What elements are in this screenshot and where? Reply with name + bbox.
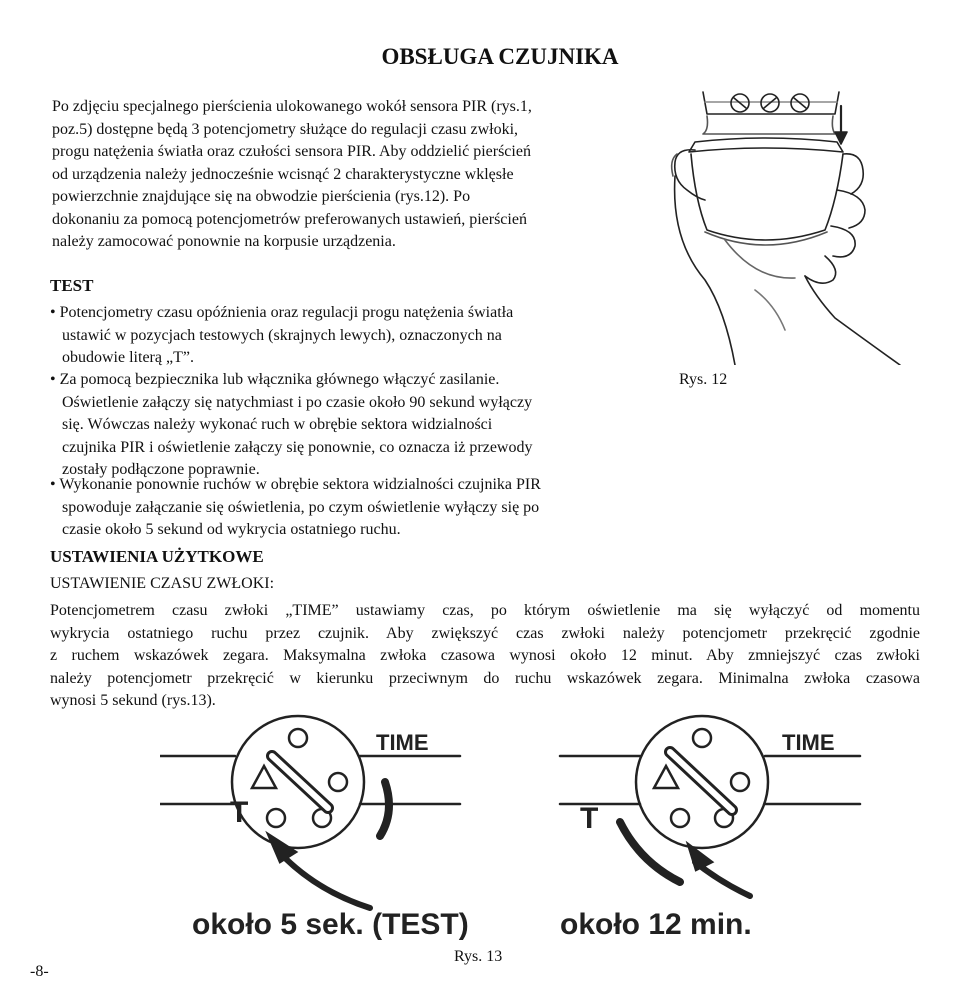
intro-line: dokonaniu za pomocą potencjometrów preferowanych ustawień, pierścień xyxy=(52,210,527,228)
test-heading: TEST xyxy=(50,276,94,295)
bullet-line: obudowie literą „T”. xyxy=(62,349,194,366)
intro-line: należy zamocować ponownie na korpusie urządzenia. xyxy=(52,233,396,250)
time-setting-heading: USTAWIENIE CZASU ZWŁOKI: xyxy=(50,575,275,592)
paragraph-line: wynosi 5 sekund (rys.13). xyxy=(50,692,216,709)
intro-line: progu natężenia światła oraz czułości sensora PIR. Aby oddzielić pierścień xyxy=(52,143,531,160)
figure-13-caption: Rys. 13 xyxy=(454,948,503,965)
bullet-line: czasie około 5 sekund od wykrycia ostatniego ruchu. xyxy=(62,521,401,538)
page-title: OBSŁUGA CZUJNIKA xyxy=(381,44,619,69)
paragraph-line: wykrycia ostatniego ruchu przez czujnik. Aby zwiększyć czas zwłoki należy potencjometr przekręcić zgodnie xyxy=(50,624,920,642)
figure-12-hand-ring xyxy=(665,90,955,365)
paragraph-line: z ruchem wskazówek zegara. Maksymalna zwłoka czasowa wynosi około 12 minut. Aby zmniejszyć czas zwłoki xyxy=(50,647,920,664)
intro-line: poz.5) dostępne będą 3 potencjometry służące do regulacji czasu zwłoki, xyxy=(52,120,519,138)
bullet-line: czujnika PIR i oświetlenie załączy się ponownie, co oznacza iż przewody xyxy=(62,438,533,456)
settings-heading: USTAWIENIA UŻYTKOWE xyxy=(50,547,264,566)
figure-12-caption: Rys. 12 xyxy=(679,371,728,388)
dial-left-t-label: T xyxy=(230,796,249,829)
dial-left-arrow-icon xyxy=(268,834,296,862)
intro-line: powierzchnie znajdujące się na obwodzie pierścienia (rys.12). Po xyxy=(52,188,471,205)
time-setting-paragraph xyxy=(50,600,920,713)
bullet-line: • Za pomocą bezpiecznika lub włącznika głównego włączyć zasilanie. xyxy=(50,371,500,388)
paragraph-line: Potencjometrem czasu zwłoki „TIME” ustawiamy czas, po którym oświetlenie ma się wyłączyć od momentu xyxy=(50,602,920,619)
intro-line: od urządzenia należy jednocześnie wcisnąć 2 charakterystyczne wklęsłe xyxy=(52,165,514,183)
bullet-line: • Potencjometry czasu opóźnienia oraz regulacji progu natężenia światła xyxy=(50,304,514,321)
dial-right xyxy=(560,716,860,941)
bullet-line: spowoduje załączanie się oświetlenia, po czym oświetlenie wyłączy się po xyxy=(62,498,540,516)
intro-line: Po zdjęciu specjalnego pierścienia ulokowanego wokół sensora PIR (rys.1, xyxy=(52,98,532,115)
paragraph-line: należy potencjometr przekręcić w kierunku przeciwnym do ruchu wskazówek zegara. Minimalna zwłoka czasowa xyxy=(50,669,920,687)
dial-right-t-label: T xyxy=(580,802,599,835)
dial-right-time-label: TIME xyxy=(782,730,835,755)
figure-13-dials xyxy=(160,712,960,952)
test-bullet xyxy=(50,474,650,542)
bullet-line: Oświetlenie załączy się natychmiast i po czasie około 90 sekund wyłączy xyxy=(62,393,533,411)
bullet-line: się. Wówczas należy wykonać ruch w obrębie sektora widzialności xyxy=(62,416,493,433)
dial-right-caption: około 12 min. xyxy=(560,908,752,941)
dial-left-time-label: TIME xyxy=(376,730,429,755)
bullet-line: • Wykonanie ponownie ruchów w obrębie sektora widzialności czujnika PIR xyxy=(50,476,541,493)
dial-left-caption: około 5 sek. (TEST) xyxy=(192,908,469,941)
test-bullet xyxy=(50,302,650,370)
intro-paragraph xyxy=(52,96,652,254)
dial-left xyxy=(160,716,469,941)
test-bullet xyxy=(50,369,650,482)
bullet-line: zostały podłączone poprawnie. xyxy=(62,461,260,478)
page-number: -8- xyxy=(30,963,49,980)
bullet-line: ustawić w pozycjach testowych (skrajnych lewych), oznaczonych na xyxy=(62,326,502,344)
